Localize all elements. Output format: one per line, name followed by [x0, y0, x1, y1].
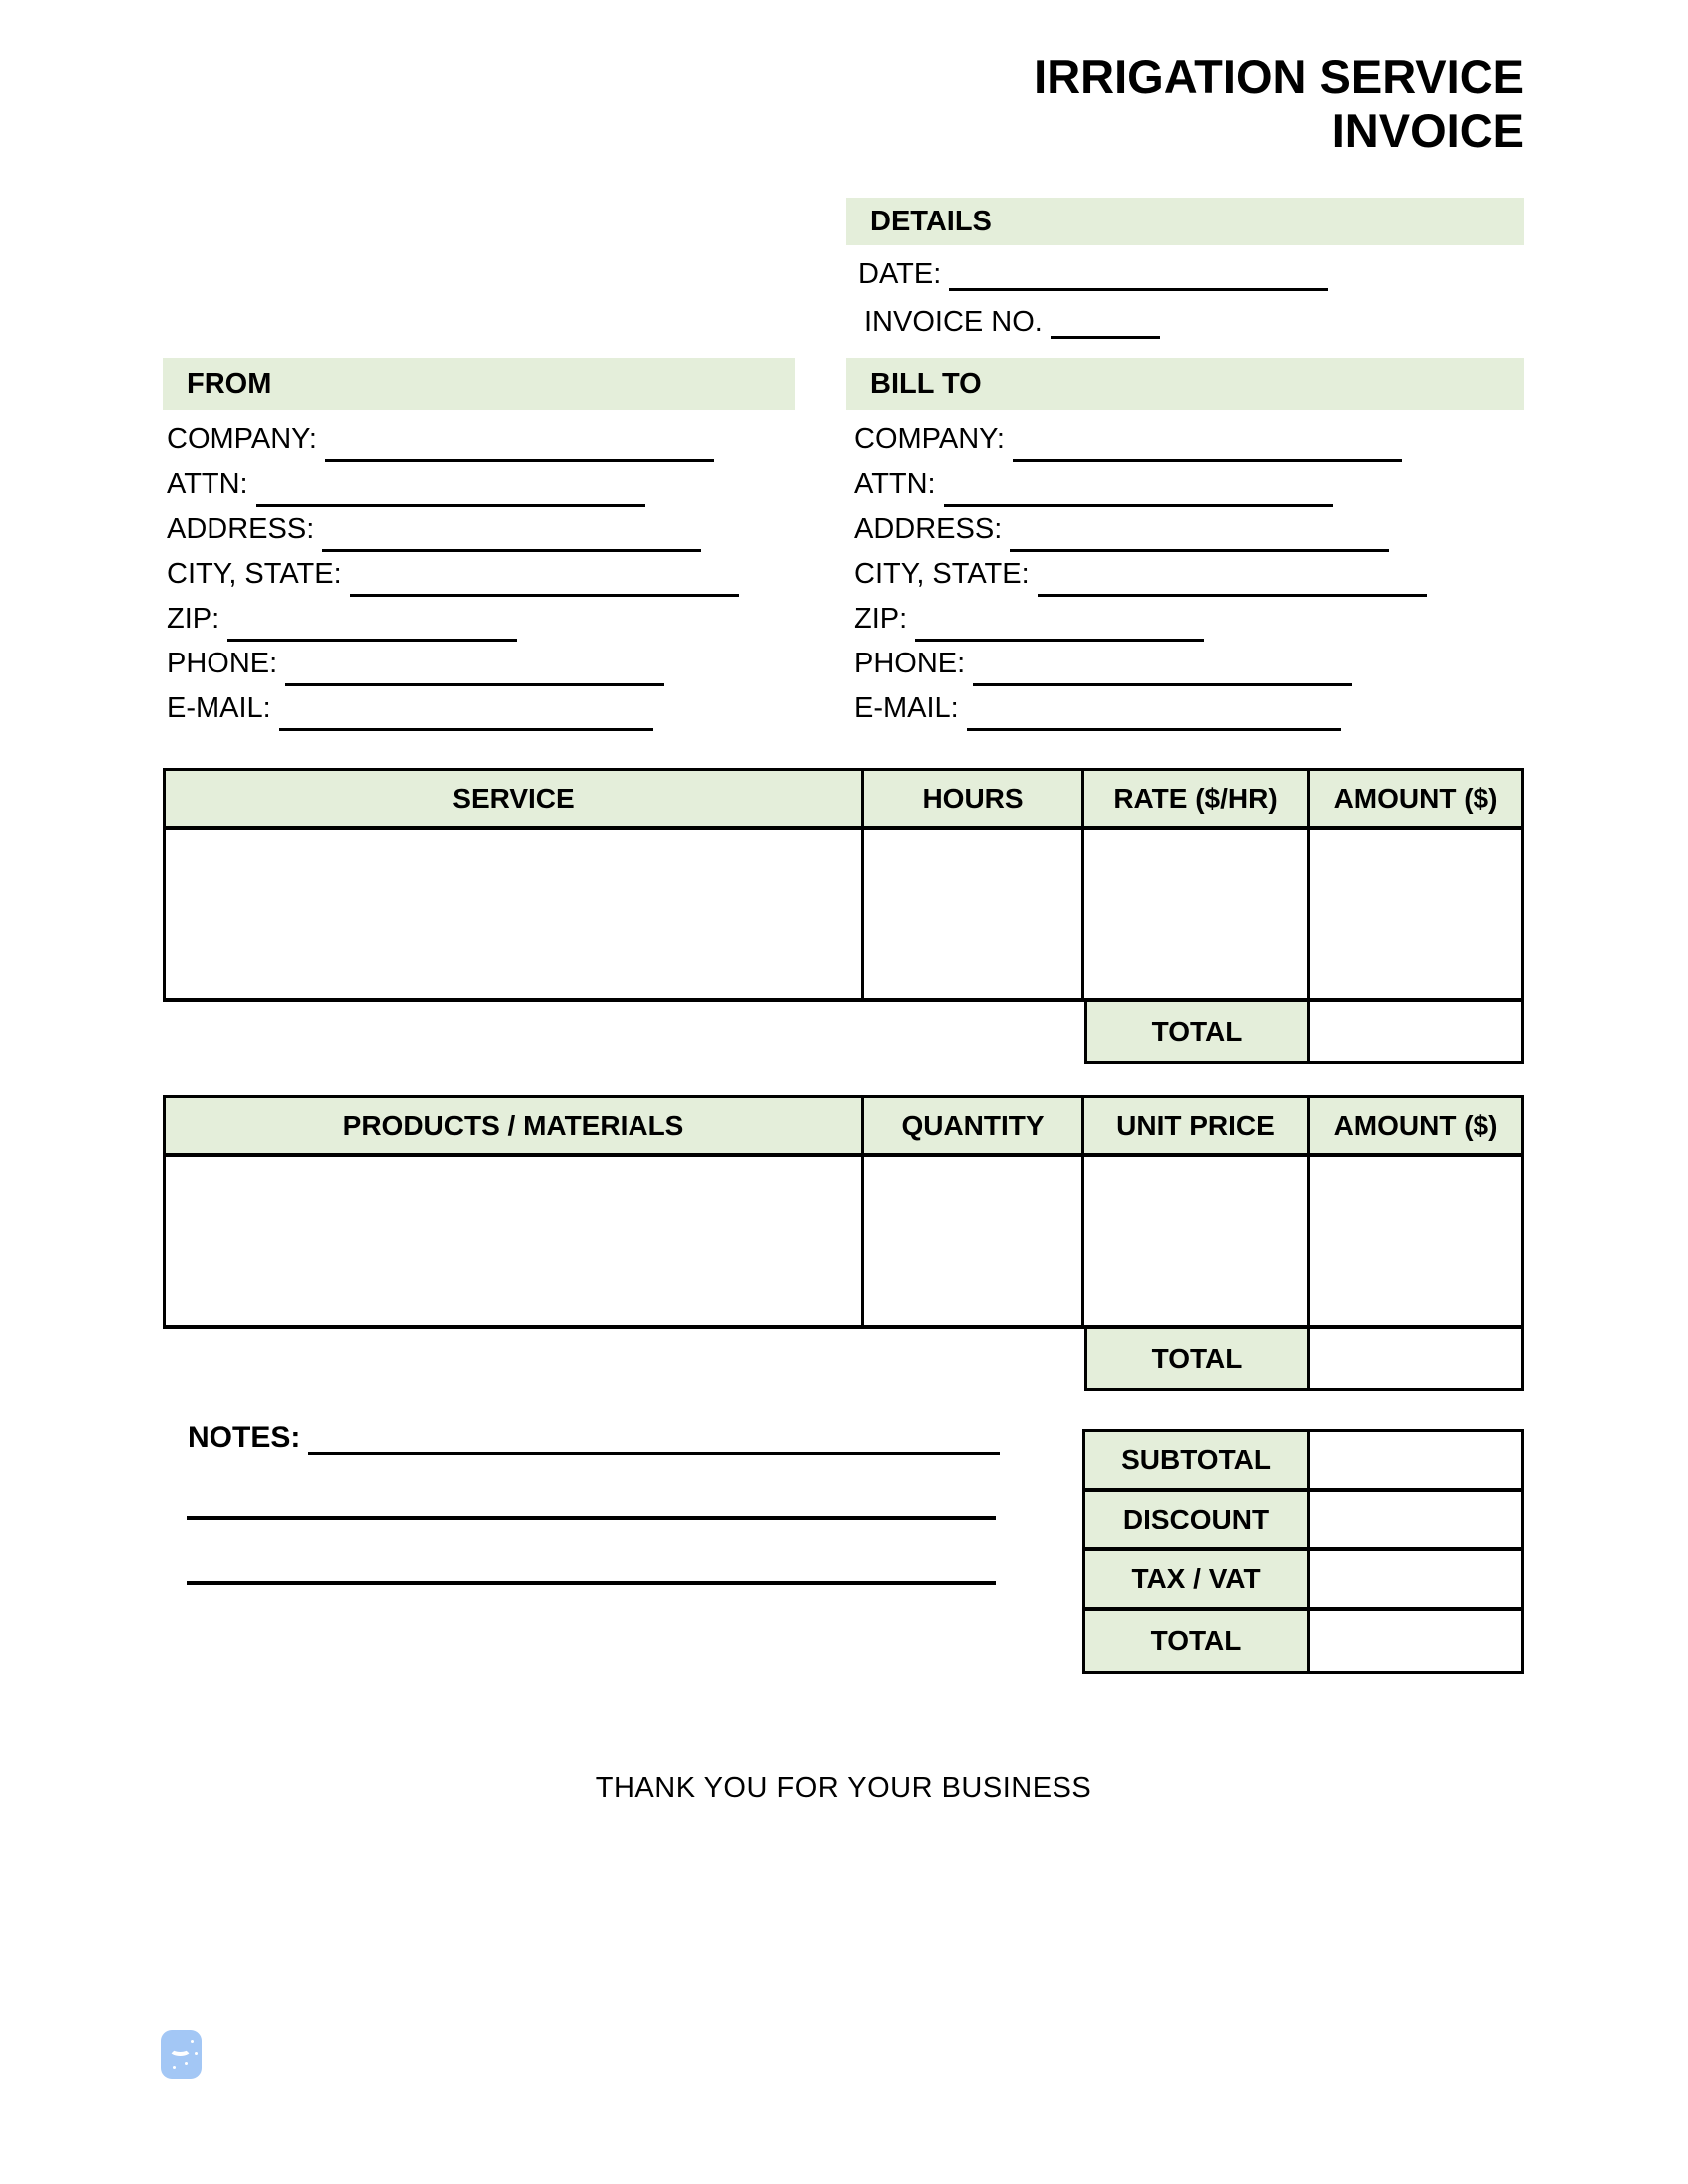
from-phone-row: [167, 642, 739, 686]
products-cell-quantity[interactable]: [864, 1157, 1084, 1325]
bill-to-company-field[interactable]: [1013, 426, 1402, 462]
products-header-unit-price: UNIT PRICE: [1084, 1098, 1310, 1153]
details-section-header: [846, 198, 1524, 245]
smile-logo-sparkle: [195, 2052, 198, 2055]
service-total-value[interactable]: [1310, 1002, 1521, 1061]
products-total-label: TOTAL: [1087, 1329, 1310, 1388]
products-table: [163, 1095, 1524, 1391]
invoice-no-field[interactable]: [1051, 303, 1160, 339]
from-address-field[interactable]: [322, 516, 701, 552]
summary-discount-row: [1085, 1492, 1521, 1551]
bill-to-city-state-field[interactable]: [1038, 561, 1427, 597]
from-city-state-label: CITY, STATE:: [167, 558, 342, 590]
products-total-value[interactable]: [1310, 1329, 1521, 1388]
summary-subtotal-row: [1085, 1432, 1521, 1492]
from-phone-label: PHONE:: [167, 648, 278, 679]
bill-to-header-label: BILL TO: [870, 367, 982, 400]
summary-tax-vat-value[interactable]: [1310, 1551, 1521, 1607]
bill-to-email-field[interactable]: [967, 695, 1341, 731]
bill-to-email-label: E-MAIL:: [854, 692, 959, 724]
bill-to-address-label: ADDRESS:: [854, 513, 1003, 545]
from-fields: [167, 417, 739, 731]
products-total-row: [1084, 1329, 1524, 1391]
products-table-body-row: [163, 1157, 1524, 1329]
bill-to-attn-row: [854, 462, 1427, 507]
bill-to-city-state-label: CITY, STATE:: [854, 558, 1030, 590]
bill-to-email-row: [854, 686, 1427, 731]
from-email-row: [167, 686, 739, 731]
from-city-state-field[interactable]: [350, 561, 739, 597]
page-title: [1034, 50, 1524, 158]
bill-to-company-row: [854, 417, 1427, 462]
summary-discount-value[interactable]: [1310, 1492, 1521, 1547]
summary-table: [1082, 1429, 1524, 1674]
summary-subtotal-label: SUBTOTAL: [1085, 1432, 1310, 1488]
service-cell-rate[interactable]: [1084, 830, 1310, 998]
page-title-line2: INVOICE: [1331, 104, 1524, 157]
products-cell-products[interactable]: [166, 1157, 864, 1325]
from-zip-label: ZIP:: [167, 603, 220, 635]
service-cell-service[interactable]: [166, 830, 864, 998]
from-company-field[interactable]: [325, 426, 714, 462]
from-address-row: [167, 507, 739, 552]
service-cell-amount[interactable]: [1310, 830, 1521, 998]
products-cell-amount[interactable]: [1310, 1157, 1521, 1325]
thank-you-message: THANK YOU FOR YOUR BUSINESS: [595, 1772, 1092, 1804]
from-section-header: [163, 358, 795, 410]
service-total-label: TOTAL: [1087, 1002, 1310, 1061]
invoice-no-label: INVOICE NO.: [864, 306, 1043, 338]
page-title-line1: IRRIGATION SERVICE: [1034, 50, 1524, 103]
from-email-label: E-MAIL:: [167, 692, 271, 724]
bill-to-fields: [854, 417, 1427, 731]
smile-logo-sparkle: [173, 2066, 176, 2069]
smile-logo-sparkle: [185, 2062, 188, 2065]
products-header-amount: AMOUNT ($): [1333, 1109, 1498, 1141]
bill-to-phone-label: PHONE:: [854, 648, 966, 679]
service-header-amount: AMOUNT ($): [1333, 782, 1498, 814]
bill-to-section-header: [846, 358, 1524, 410]
date-label: DATE:: [858, 258, 942, 290]
summary-tax-vat-row: [1085, 1551, 1521, 1611]
from-attn-label: ATTN:: [167, 468, 248, 500]
products-header-quantity: QUANTITY: [864, 1098, 1084, 1153]
service-total-row: [1084, 1002, 1524, 1064]
service-header-hours: HOURS: [864, 771, 1084, 826]
summary-total-value[interactable]: [1310, 1611, 1521, 1671]
from-zip-row: [167, 597, 739, 642]
products-cell-unit-price[interactable]: [1084, 1157, 1310, 1325]
smile-logo-sparkle: [191, 2040, 194, 2043]
bill-to-zip-label: ZIP:: [854, 603, 908, 635]
bill-to-city-state-row: [854, 552, 1427, 597]
notes-field-line1[interactable]: [308, 1417, 1000, 1455]
service-table-header-row: [163, 768, 1524, 830]
from-email-field[interactable]: [279, 695, 653, 731]
from-attn-row: [167, 462, 739, 507]
from-phone-field[interactable]: [285, 651, 664, 686]
date-field[interactable]: [949, 255, 1328, 291]
invoice-no-row: [864, 303, 1160, 339]
notes-field-line2[interactable]: [187, 1516, 996, 1520]
smile-logo-icon: [161, 2030, 202, 2079]
bill-to-phone-field[interactable]: [973, 651, 1352, 686]
from-company-label: COMPANY:: [167, 423, 317, 455]
bill-to-attn-label: ATTN:: [854, 468, 936, 500]
bill-to-attn-field[interactable]: [944, 471, 1333, 507]
bill-to-phone-row: [854, 642, 1427, 686]
from-attn-field[interactable]: [256, 471, 645, 507]
service-table: [163, 768, 1524, 1064]
details-header-label: DETAILS: [870, 205, 992, 237]
from-address-label: ADDRESS:: [167, 513, 315, 545]
summary-discount-label: DISCOUNT: [1085, 1492, 1310, 1547]
products-header-products: PRODUCTS / MATERIALS: [166, 1098, 864, 1153]
products-table-header-row: [163, 1095, 1524, 1157]
service-cell-hours[interactable]: [864, 830, 1084, 998]
from-zip-field[interactable]: [227, 606, 517, 642]
date-row: [858, 255, 1328, 291]
bill-to-address-row: [854, 507, 1427, 552]
summary-tax-vat-label: TAX / VAT: [1085, 1551, 1310, 1607]
notes-field-line3[interactable]: [187, 1581, 996, 1585]
service-table-body-row: [163, 830, 1524, 1002]
service-header-rate: RATE ($/HR): [1084, 771, 1310, 826]
bill-to-company-label: COMPANY:: [854, 423, 1005, 455]
from-header-label: FROM: [187, 367, 272, 400]
summary-subtotal-value[interactable]: [1310, 1432, 1521, 1488]
summary-total-label: TOTAL: [1085, 1611, 1310, 1671]
summary-total-row: [1085, 1611, 1521, 1671]
notes-row: [188, 1417, 1000, 1455]
bill-to-address-field[interactable]: [1010, 516, 1389, 552]
service-header-service: SERVICE: [166, 771, 864, 826]
notes-label: NOTES:: [188, 1421, 301, 1454]
from-city-state-row: [167, 552, 739, 597]
smile-logo-mouth: [169, 2042, 192, 2056]
bill-to-zip-field[interactable]: [915, 606, 1204, 642]
bill-to-zip-row: [854, 597, 1427, 642]
from-company-row: [167, 417, 739, 462]
